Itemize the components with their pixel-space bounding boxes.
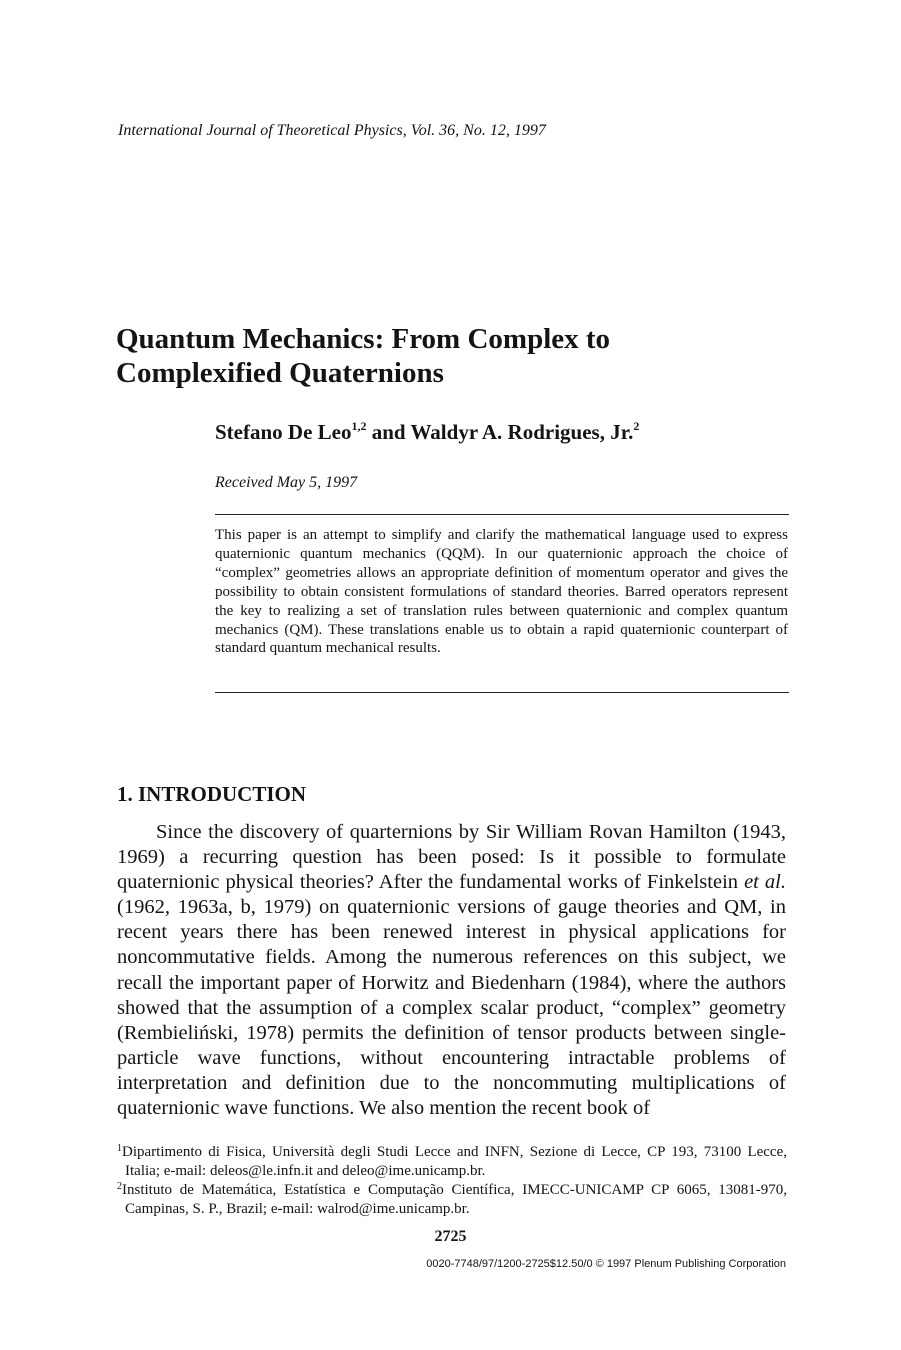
footnotes bbox=[117, 1143, 787, 1219]
footnote-mark: 1 bbox=[117, 1143, 122, 1154]
abstract bbox=[215, 526, 788, 658]
paper-title: Quantum Mechanics: From Complex to Complexified Quaternions bbox=[116, 323, 611, 389]
footnote-text: Dipartimento di Fisica, Università degli Studi Lecce and INFN, Sezione di Lecce, CP 193, 73100 Lecce, Italia; e-mail: deleos@le.infn.it and deleo@ime.unicamp.br. bbox=[122, 1144, 787, 1179]
intro-text: Since the discovery of quarternions by Sir William Rovan Hamilton (1943, 1969) a recurring question has been posed: Is it possible to formulate quaternionic physical theories? After the fundamental works of Finkelstein bbox=[117, 821, 786, 894]
author-name: Waldyr A. Rodrigues, Jr. bbox=[410, 420, 634, 444]
affiliation-mark: 2 bbox=[633, 419, 640, 433]
abstract-text: This paper is an attempt to simplify and clarify the mathematical language used to express quaternionic quantum mechanics (QQM). In our quaternionic approach the choice of “complex” geometries allows an appropriate definition of momentum operator and gives the possibility to obtain consistent formulations of standard theories. Barred operators represent the key to realizing a set of translation rules between quaternionic and complex quantum mechanics (QM). These translations enable us to obtain a rapid quaternionic counterpart of standard quantum mechanical results. bbox=[215, 527, 788, 657]
author-connector: and bbox=[366, 420, 411, 444]
footnote bbox=[117, 1143, 787, 1181]
intro-paragraph bbox=[117, 820, 786, 1121]
abstract-top-rule bbox=[215, 514, 789, 515]
section-heading: 1. INTRODUCTION bbox=[117, 782, 307, 806]
journal-header: International Journal of Theoretical Physics, Vol. 36, No. 12, 1997 bbox=[118, 122, 546, 139]
intro-text-italic: et al. bbox=[744, 871, 786, 894]
affiliation-mark: 1,2 bbox=[351, 419, 367, 433]
footnote bbox=[117, 1181, 787, 1219]
page-number: 2725 bbox=[434, 1228, 467, 1245]
intro-text: (1962, 1963a, b, 1979) on quaternionic versions of gauge theories and QM, in recent years there has been renewed interest in physical applications for noncommutative fields. Among the numerous references on this subject, we recall the important paper of Horwitz and Biedenharn (1984), where the authors showed that the assumption of a complex scalar product, “complex” geometry (Rembieliński, 1978) permits the definition of tensor products between single-particle wave functions, without encountering intractable problems of interpretation and definition due to the noncommuting multiplications of quaternionic wave functions. We also mention the recent book of bbox=[117, 896, 786, 1120]
footnote-mark: 2 bbox=[117, 1180, 122, 1192]
received-date: Received May 5, 1997 bbox=[215, 474, 358, 491]
abstract-bottom-rule bbox=[215, 692, 789, 693]
author-name: Stefano De Leo bbox=[215, 420, 352, 444]
author-line bbox=[215, 420, 639, 445]
footnote-text: Instituto de Matemática, Estatística e Computação Científica, IMECC-UNICAMP CP 6065, 13081-970, Campinas, S. P., Brazil; e-mail: walrod@ime.unicamp.br. bbox=[122, 1181, 787, 1217]
copyright-line: 0020-7748/97/1200-2725$12.50/0 © 1997 Plenum Publishing Corporation bbox=[426, 1258, 786, 1270]
